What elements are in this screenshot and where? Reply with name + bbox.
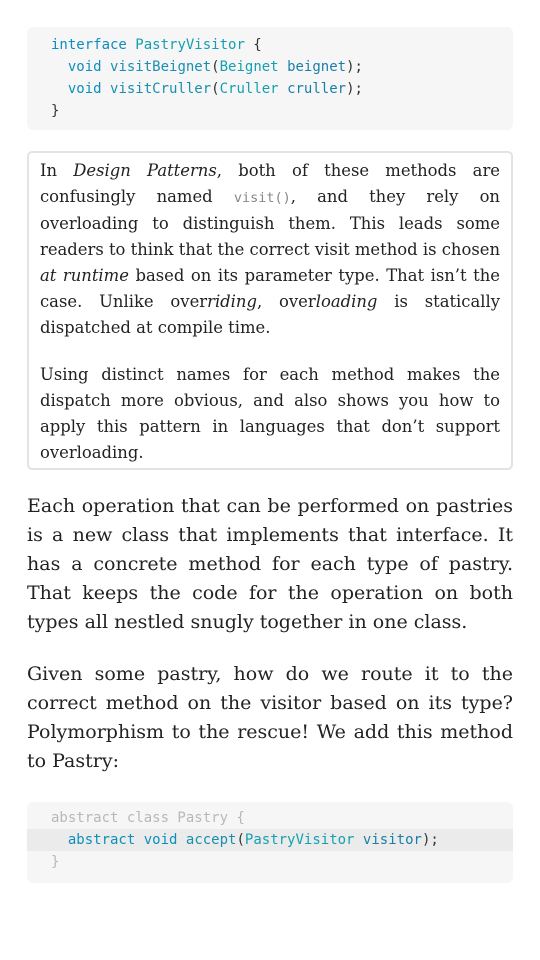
code-keyword: void: [143, 832, 178, 848]
aside-emphasis: loading: [315, 292, 378, 311]
aside-text: , and they rely on overloading to distinguish them. This leads some readers to think that the correct visit method is chosen: [40, 187, 500, 259]
aside-emphasis: at runtime: [40, 266, 129, 285]
code-keyword: void: [67, 81, 102, 97]
code-param-name: beignet: [287, 59, 347, 75]
aside-note: [27, 151, 513, 470]
code-punct: );: [421, 832, 439, 848]
body-paragraph: Each operation that can be performed on pastries is a new class that implements that interface. It has a concrete method for each type of pastry. That keeps the code for the operation on both types all nestled snugly together in one class.: [27, 495, 513, 633]
code-line-highlighted: [27, 829, 513, 851]
aside-text: , over: [256, 292, 316, 311]
code-line: abstract class Pastry {: [51, 810, 245, 826]
code-method-name: visitCruller: [110, 81, 212, 97]
aside-text: In: [40, 161, 74, 180]
aside-emphasis: riding: [207, 292, 257, 311]
code-method-name: accept: [185, 832, 237, 848]
aside-text: based on its parameter type. That isn’t the case. Unlike over: [40, 266, 500, 311]
code-punct: );: [346, 81, 363, 97]
code-type-name: PastryVisitor: [135, 37, 245, 53]
code-param-type: PastryVisitor: [244, 832, 355, 848]
body-paragraph: Given some pastry, how do we route it to the correct method on the visitor based on its type? Polymorphism to the rescue! We add this method to Pastry:: [27, 663, 513, 772]
aside-paragraph: [40, 158, 500, 341]
code-keyword: void: [67, 59, 102, 75]
aside-paragraph: Using distinct names for each method makes the dispatch more obvious, and also shows you how to apply this pattern in languages that don’t support overloading.: [40, 365, 500, 462]
code-keyword: interface: [51, 37, 127, 53]
code-punct: (: [211, 81, 220, 97]
code-param-name: visitor: [362, 832, 422, 848]
code-punct: );: [346, 59, 363, 75]
aside-text: is statically dispatched at compile time.: [40, 292, 500, 337]
code-punct: (: [236, 832, 245, 848]
code-line: }: [51, 854, 60, 870]
code-block-pastry-visitor: [27, 27, 513, 130]
aside-inline-code: visit(): [233, 190, 291, 206]
code-punct: {: [244, 37, 262, 53]
code-block-pastry: [27, 802, 513, 883]
code-param-type: Beignet: [219, 59, 279, 75]
code-param-type: Cruller: [219, 81, 279, 97]
aside-emphasis: Design Patterns: [73, 161, 217, 180]
code-line: }: [51, 103, 60, 119]
aside-text: , both of these methods are confusingly named: [40, 161, 500, 206]
code-method-name: visitBeignet: [110, 59, 212, 75]
code-keyword: abstract: [67, 832, 136, 848]
code-punct: (: [211, 59, 220, 75]
code-line: [27, 56, 513, 78]
code-line: [27, 78, 513, 100]
code-param-name: cruller: [287, 81, 347, 97]
code-line: [27, 34, 513, 56]
